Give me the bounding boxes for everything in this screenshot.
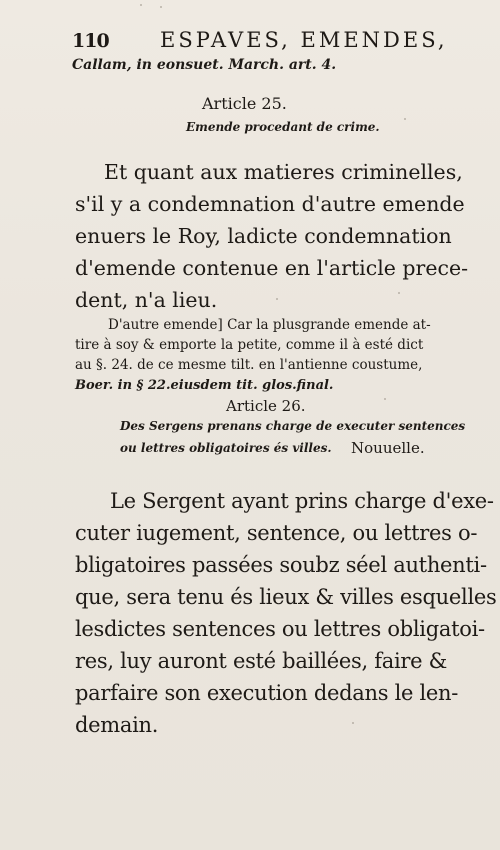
paragraph-2-line-3: bligatoires passées soubz séel authenti- <box>75 553 487 577</box>
paragraph-1-line-3: enuers le Roy, ladicte condemnation <box>75 224 452 248</box>
paragraph-1-line-2: s'il y a condemnation d'autre emende <box>75 192 465 216</box>
article-25-subheading: Emende procedant de crime. <box>186 120 380 134</box>
paragraph-1-line-4: d'emende contenue en l'article prece- <box>75 256 469 280</box>
paper-speck <box>140 4 142 6</box>
paragraph-1-line-1: Et quant aux matieres criminelles, <box>104 160 463 184</box>
paragraph-2-line-8: demain. <box>75 713 159 737</box>
paper-speck <box>160 6 162 8</box>
note-1-line-4: Boer. in § 22.eiusdem tit. glos.final. <box>75 378 334 393</box>
article-26-heading: Article 26. <box>226 397 306 415</box>
paragraph-1-line-5: dent, n'a lieu. <box>75 288 218 312</box>
paragraph-2-line-5: lesdictes sentences ou lettres obligatoi- <box>75 617 485 641</box>
note-1-line-3: au §. 24. de ce mesme tilt. en l'antienne coustume, <box>75 357 423 373</box>
paragraph-2-line-6: res, luy auront esté baillées, faire & <box>75 649 448 673</box>
paper-speck <box>384 398 386 400</box>
article-26-subheading-line-2: ou lettres obligatoires és villes. <box>120 441 332 455</box>
marginal-reference: Callam, in eonsuet. March. art. 4. <box>72 57 337 73</box>
paper-speck <box>398 292 400 294</box>
page-number: 110 <box>72 30 109 52</box>
paragraph-2-line-4: que, sera tenu és lieux & villes esquelles <box>75 585 497 609</box>
paragraph-2-line-7: parfaire son execution dedans le len- <box>75 681 459 705</box>
article-26-subheading-line-1: Des Sergens prenans charge de executer sentences <box>120 419 466 433</box>
article-25-heading: Article 25. <box>202 94 287 113</box>
paragraph-2-line-1: Le Sergent ayant prins charge d'exe- <box>110 489 494 513</box>
paragraph-2-line-2: cuter iugement, sentence, ou lettres o- <box>75 521 478 545</box>
note-1-line-1: D'autre emende] Car la plusgrande emende at- <box>108 317 431 333</box>
paper-speck <box>404 118 406 120</box>
article-26-tag: Nouuelle. <box>351 439 425 457</box>
note-1-line-2: tire à soy & emporte la petite, comme il à esté dict <box>75 337 424 353</box>
paper-speck <box>276 298 278 300</box>
running-title: ESPAVES, EMENDES, <box>160 28 448 52</box>
paper-speck <box>352 722 354 724</box>
